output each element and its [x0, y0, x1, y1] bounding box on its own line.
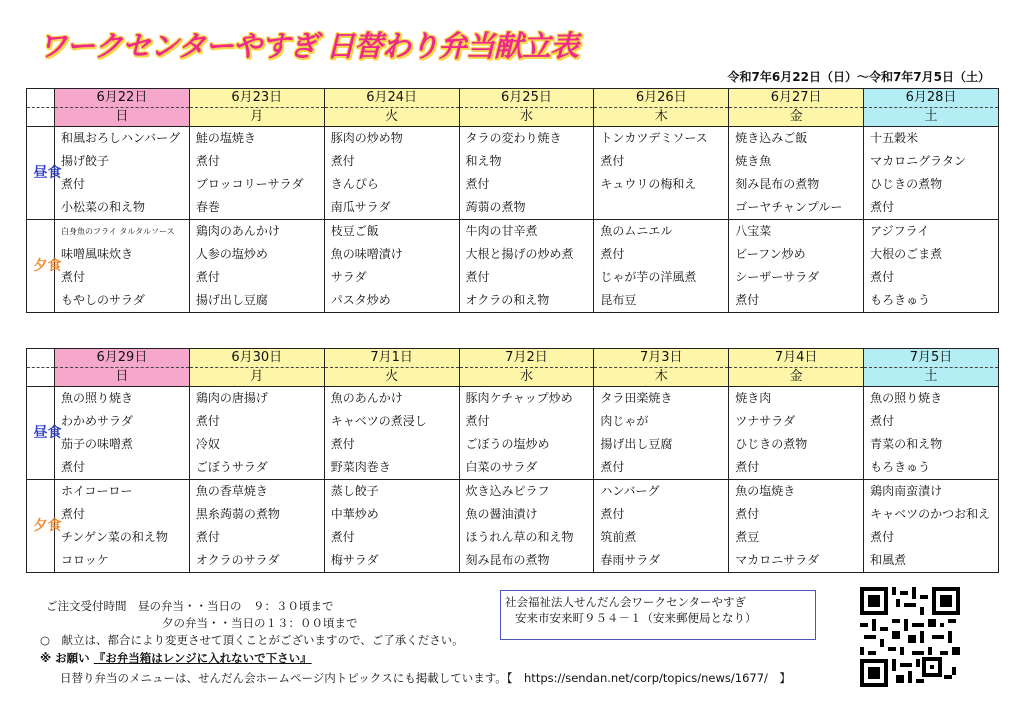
menu-item: 煮付	[870, 414, 895, 428]
day-of-week: 水	[459, 368, 594, 387]
menu-item: 小松菜の和え物	[61, 200, 146, 214]
menu-item: シーザーサラダ	[735, 270, 820, 284]
menu-item: 八宝菜	[735, 224, 772, 238]
dinner-label: 夕食	[27, 220, 55, 313]
menu-item: マカロニグラタン	[870, 154, 966, 168]
menu-item: 梅サラダ	[330, 553, 379, 567]
menu-item: 魚の塩焼き	[735, 484, 796, 498]
change-notice: ○ 献立は、都合により変更させて頂くことがございますので、ご了承ください。	[40, 633, 464, 647]
day-date: 7月5日	[864, 349, 999, 368]
menu-item: 蒟蒻の煮物	[465, 200, 526, 214]
menu-item: オクラのサラダ	[195, 553, 280, 567]
day-date: 6月29日	[55, 349, 190, 368]
day-of-week: 金	[729, 108, 864, 127]
menu-item: 煮付	[600, 507, 625, 521]
day-date: 6月23日	[189, 89, 324, 108]
menu-item: 煮付	[600, 460, 625, 474]
day-date: 6月26日	[594, 89, 729, 108]
lunch-menu-cell	[864, 127, 999, 220]
menu-item: 刻み昆布の煮物	[465, 553, 550, 567]
menu-item: 焼き込みご飯	[735, 131, 808, 145]
organization-box	[500, 590, 816, 640]
menu-item: 中華炒め	[330, 507, 379, 521]
dinner-menu-cell	[459, 220, 594, 313]
day-of-week: 月	[189, 108, 324, 127]
lunch-menu-cell	[324, 127, 459, 220]
day-of-week: 日	[55, 368, 190, 387]
dinner-menu-cell	[864, 220, 999, 313]
dinner-label: 夕食	[27, 480, 55, 573]
menu-item: 和風おろしハンバーグ	[61, 131, 181, 145]
menu-item: トンカツデミソース	[600, 131, 708, 145]
menu-item: チンゲン菜の和え物	[61, 530, 168, 544]
dinner-menu-cell	[189, 220, 324, 313]
menu-item: 魚の味噌漬け	[330, 247, 403, 261]
menu-item: 炊き込みピラフ	[465, 484, 550, 498]
menu-item: もろきゅう	[870, 293, 931, 307]
day-date: 7月3日	[594, 349, 729, 368]
menu-item: 筑前煮	[600, 530, 637, 544]
menu-item: マカロニサラダ	[735, 553, 820, 567]
dinner-menu-cell	[324, 480, 459, 573]
menu-item: 煮付	[870, 200, 895, 214]
menu-item: タラ田楽焼き	[600, 391, 673, 405]
dinner-menu-cell	[594, 480, 729, 573]
menu-item: 鶏肉南蛮漬け	[870, 484, 943, 498]
order-time-dinner: 夕の弁当・・当日の１３：００頃まで	[162, 616, 358, 630]
dinner-menu-cell	[594, 220, 729, 313]
menu-item: 煮付	[61, 270, 86, 284]
menu-item: 肉じゃが	[600, 414, 649, 428]
menu-item: 魚のあんかけ	[330, 391, 403, 405]
day-date: 6月28日	[864, 89, 999, 108]
menu-item: 煮付	[195, 270, 220, 284]
request-text: 『お弁当箱はレンジに入れないで下さい』	[93, 651, 312, 665]
menu-item: 鮭の塩焼き	[195, 131, 256, 145]
menu-item: ごぼうサラダ	[195, 460, 268, 474]
lunch-menu-cell	[324, 387, 459, 480]
menu-item: 豚肉ケチャップ炒め	[465, 391, 573, 405]
menu-item: 煮付	[465, 414, 490, 428]
menu-item: 春巻	[195, 200, 220, 214]
menu-item: 黒糸蒟蒻の煮物	[195, 507, 280, 521]
menu-item: 煮付	[195, 154, 220, 168]
menu-item: キュウリの梅和え	[600, 177, 697, 191]
menu-item: キャベツの煮浸し	[330, 414, 427, 428]
menu-item: ひじきの煮物	[870, 177, 943, 191]
menu-item: ごぼうの塩炒め	[465, 437, 550, 451]
menu-item: 煮付	[195, 414, 220, 428]
menu-item: 十五穀米	[870, 131, 919, 145]
day-date: 6月24日	[324, 89, 459, 108]
menu-item: 煮付	[61, 460, 86, 474]
day-of-week: 木	[594, 108, 729, 127]
order-time-lunch: ご注文受付時間 昼の弁当・・当日の ９：３０頃まで	[46, 599, 334, 613]
menu-item: 枝豆ご飯	[330, 224, 379, 238]
menu-item: 揚げ出し豆腐	[600, 437, 673, 451]
day-of-week: 水	[459, 108, 594, 127]
menu-item: 南瓜サラダ	[330, 200, 391, 214]
menu-item: 人参の塩炒め	[195, 247, 268, 261]
menu-item: アジフライ	[870, 224, 930, 238]
menu-item: 大根のごま煮	[870, 247, 943, 261]
menu-item: 魚の香草焼き	[195, 484, 268, 498]
lunch-menu-cell	[729, 387, 864, 480]
menu-item: 煮付	[735, 460, 760, 474]
menu-item: 味噌風味炊き	[61, 247, 134, 261]
menu-item: もろきゅう	[870, 460, 931, 474]
day-date: 7月4日	[729, 349, 864, 368]
menu-item: 焼き肉	[735, 391, 772, 405]
menu-item: 蒸し餃子	[330, 484, 379, 498]
menu-item: ブロッコリーサラダ	[195, 177, 304, 191]
menu-item	[594, 196, 728, 219]
dinner-menu-cell	[729, 220, 864, 313]
menu-item: ひじきの煮物	[735, 437, 808, 451]
day-of-week: 金	[729, 368, 864, 387]
organization-address: 安来市安来町９５４－１（安来郵便局となり）	[515, 611, 757, 625]
menu-item: ハンバーグ	[600, 484, 660, 498]
menu-item: 青菜の和え物	[870, 437, 943, 451]
menu-item: 揚げ餃子	[61, 154, 110, 168]
lunch-menu-cell	[864, 387, 999, 480]
menu-item: 煮付	[600, 247, 625, 261]
day-of-week: 火	[324, 108, 459, 127]
day-of-week: 月	[189, 368, 324, 387]
menu-item: 魚の照り焼き	[61, 391, 134, 405]
dinner-menu-cell	[729, 480, 864, 573]
menu-item: もやしのサラダ	[61, 293, 145, 307]
menu-item: 鶏肉の唐揚げ	[195, 391, 268, 405]
lunch-label: 昼食	[27, 387, 55, 480]
week1-menu-table	[26, 88, 999, 313]
menu-item: ツナサラダ	[735, 414, 796, 428]
menu-item: 煮付	[330, 154, 355, 168]
lunch-menu-cell	[189, 387, 324, 480]
menu-item: コロッケ	[61, 553, 109, 567]
menu-item: 茄子の味噌煮	[61, 437, 134, 451]
menu-item: 煮付	[330, 437, 355, 451]
menu-item: 冷奴	[195, 437, 220, 451]
organization-name: 社会福祉法人せんだん会ワークセンターやすぎ	[505, 595, 747, 609]
menu-period: 令和7年6月22日（日）～令和7年7月5日（土）	[727, 70, 990, 84]
menu-item: 煮付	[870, 530, 895, 544]
menu-item: 鶏肉のあんかけ	[195, 224, 280, 238]
menu-item: 牛肉の甘辛煮	[465, 224, 538, 238]
day-date: 6月27日	[729, 89, 864, 108]
menu-item: 焼き魚	[735, 154, 772, 168]
menu-item: 魚の照り焼き	[870, 391, 943, 405]
menu-item: ビーフン炒め	[735, 247, 806, 261]
lunch-menu-cell	[459, 387, 594, 480]
lunch-label: 昼食	[27, 127, 55, 220]
menu-item: 煮付	[61, 177, 86, 191]
day-of-week: 日	[55, 108, 190, 127]
menu-item: 野菜肉巻き	[330, 460, 391, 474]
menu-item: タラの変わり焼き	[465, 131, 562, 145]
day-date: 6月30日	[189, 349, 324, 368]
lunch-menu-cell	[55, 387, 190, 480]
lunch-menu-cell	[55, 127, 190, 220]
menu-item: 和え物	[465, 154, 502, 168]
menu-item: 煮豆	[735, 530, 760, 544]
dinner-menu-cell	[324, 220, 459, 313]
week2-menu-table	[26, 348, 999, 573]
request-prefix: ※ お願い	[40, 651, 90, 665]
menu-item: ゴーヤチャンプルー	[735, 200, 843, 214]
menu-item: 豚肉の炒め物	[330, 131, 403, 145]
menu-item: 大根と揚げの炒め煮	[465, 247, 574, 261]
menu-item: 煮付	[465, 270, 490, 284]
day-of-week: 土	[864, 108, 999, 127]
menu-item: キャベツのかつお和え	[870, 507, 991, 521]
day-date: 6月22日	[55, 89, 190, 108]
lunch-menu-cell	[594, 387, 729, 480]
menu-item: わかめサラダ	[61, 414, 133, 428]
menu-item: ほうれん草の和え物	[465, 530, 574, 544]
page-title: ワークセンターやすぎ 日替わり弁当献立表	[38, 29, 578, 63]
day-date: 7月1日	[324, 349, 459, 368]
qr-code-icon	[860, 587, 960, 687]
menu-item: 煮付	[735, 507, 760, 521]
day-of-week: 木	[594, 368, 729, 387]
menu-item: 春雨サラダ	[600, 553, 661, 567]
day-of-week: 火	[324, 368, 459, 387]
day-date: 6月25日	[459, 89, 594, 108]
dinner-menu-cell	[864, 480, 999, 573]
menu-item: じゃが芋の洋風煮	[600, 270, 697, 284]
menu-item: 白身魚のフライ タルタルソース	[61, 227, 175, 236]
menu-item: ホイコーロー	[61, 484, 133, 498]
menu-item: 和風煮	[870, 553, 907, 567]
lunch-menu-cell	[459, 127, 594, 220]
menu-item: サラダ	[330, 270, 367, 284]
day-of-week: 土	[864, 368, 999, 387]
menu-item: 煮付	[195, 530, 220, 544]
menu-item: 煮付	[465, 177, 490, 191]
lunch-menu-cell	[729, 127, 864, 220]
menu-item: 煮付	[61, 507, 86, 521]
menu-item: 揚げ出し豆腐	[195, 293, 268, 307]
lunch-menu-cell	[594, 127, 729, 220]
dinner-menu-cell	[459, 480, 594, 573]
menu-item: 刻み昆布の煮物	[735, 177, 820, 191]
day-date: 7月2日	[459, 349, 594, 368]
request-note	[40, 650, 312, 666]
menu-item: きんぴら	[330, 177, 379, 191]
menu-item: 煮付	[870, 270, 895, 284]
dinner-menu-cell	[55, 480, 190, 573]
menu-item: 煮付	[735, 293, 760, 307]
menu-item: 煮付	[330, 530, 355, 544]
menu-item: 魚の醤油漬け	[465, 507, 538, 521]
lunch-menu-cell	[189, 127, 324, 220]
menu-item: パスタ炒め	[330, 293, 391, 307]
menu-item: 魚のムニエル	[600, 224, 673, 238]
dinner-menu-cell	[189, 480, 324, 573]
menu-item: 昆布豆	[600, 293, 637, 307]
dinner-menu-cell	[55, 220, 190, 313]
menu-item: 煮付	[600, 154, 625, 168]
menu-item: 白菜のサラダ	[465, 460, 538, 474]
menu-item: オクラの和え物	[465, 293, 550, 307]
website-note: 日替り弁当のメニューは、せんだん会ホームページ内トピックスにも掲載しています。【 https://sendan.net/corp/topics/news/1677/ 】	[60, 671, 791, 685]
